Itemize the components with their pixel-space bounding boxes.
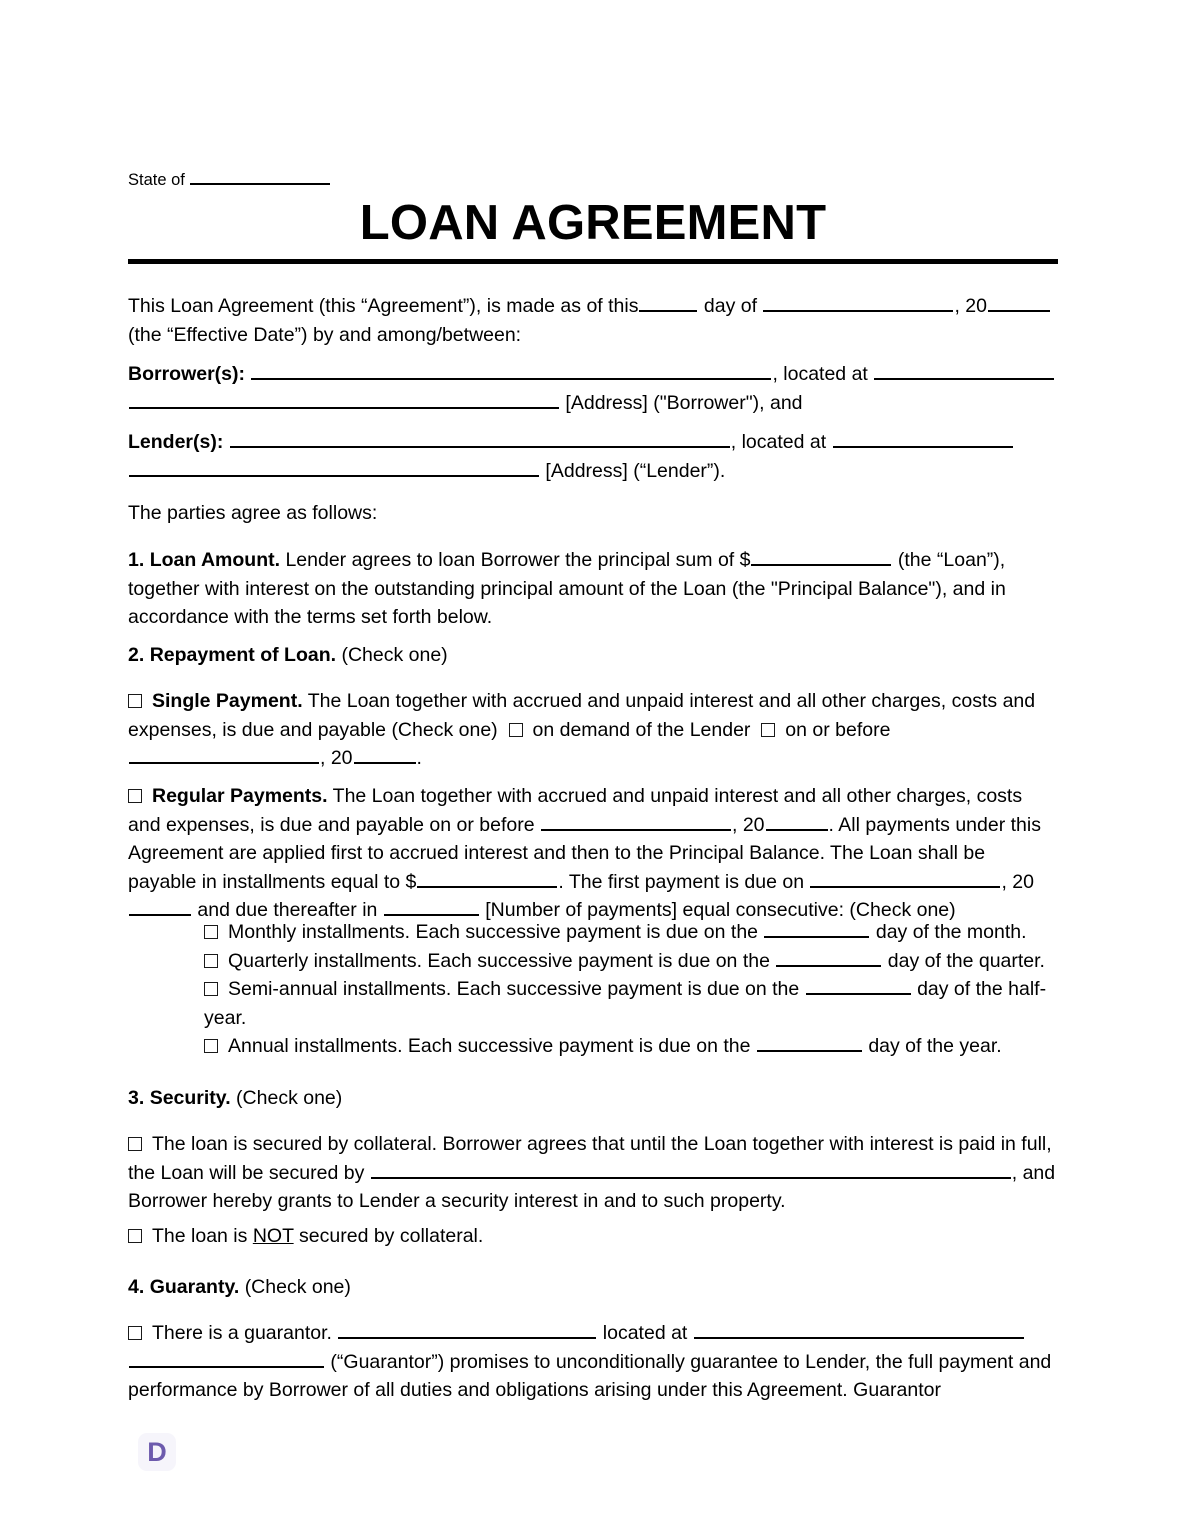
section-1-text-a: Lender agrees to loan Borrower the principal sum of $ xyxy=(285,549,751,571)
intro-year-blank[interactable] xyxy=(988,292,1050,312)
intro-paragraph xyxy=(128,292,1058,349)
state-of-label: State of xyxy=(128,171,185,190)
annual-text-b: day of the year. xyxy=(868,1035,1002,1057)
secured-text-a: The loan is secured by collateral. Borrower agrees that until the Loan together with interest is paid in full, the Loan will be secured by xyxy=(128,1133,1052,1184)
page-title: LOAN AGREEMENT xyxy=(359,196,827,250)
regular-payments-text xyxy=(128,782,1058,925)
option-not-secured xyxy=(128,1222,1058,1251)
first-payment-date-blank[interactable] xyxy=(810,868,1000,888)
annual-text-a: Annual installments. Each successive payment is due on the xyxy=(228,1035,751,1057)
section-1-text xyxy=(128,546,1058,632)
loan-amount-blank[interactable] xyxy=(751,546,891,566)
section-1-heading: Loan Amount. xyxy=(149,549,281,571)
not-secured-checkbox[interactable] xyxy=(128,1229,142,1243)
state-blank[interactable] xyxy=(190,168,330,185)
option-regular-payments xyxy=(128,782,1058,925)
lender-label: Lender(s): xyxy=(128,431,224,453)
single-payment-label: Single Payment. xyxy=(152,690,303,712)
borrower-address-blank-2[interactable] xyxy=(129,389,559,409)
number-of-payments-blank[interactable] xyxy=(384,896,479,916)
guarantor-text-a: There is a guarantor. xyxy=(152,1322,332,1344)
section-4-heading: Guaranty. xyxy=(149,1276,240,1298)
section-2-repayment xyxy=(128,641,1058,670)
single-payment-text-b: , 20 xyxy=(320,747,353,769)
regular-payments-text-d: . The first payment is due on xyxy=(558,870,805,893)
brand-logo xyxy=(138,1433,176,1471)
agree-text: The parties agree as follows: xyxy=(128,502,378,524)
lender-text xyxy=(128,428,1058,485)
secured-collateral-text xyxy=(128,1130,1058,1216)
semi-annual-text-b: day of the half-year. xyxy=(204,978,1047,1029)
borrower-address-tag: [Address] ("Borrower"), and xyxy=(565,391,803,414)
intro-part3: , 20 xyxy=(954,295,987,317)
section-2-check-one: (Check one) xyxy=(341,644,448,666)
borrower-block xyxy=(128,360,1058,417)
section-2-number: 2. xyxy=(128,644,145,666)
borrower-address-blank-1[interactable] xyxy=(874,360,1054,380)
regular-payments-label: Regular Payments. xyxy=(152,785,328,807)
quarterly-text-b: day of the quarter. xyxy=(887,949,1045,972)
regular-payments-text-g: [Number of payments] equal consecutive: (Check one) xyxy=(485,899,956,921)
regular-payments-text-f: and due thereafter in xyxy=(197,899,378,921)
lender-address-blank-2[interactable] xyxy=(129,457,539,477)
regular-payments-text-c: . All payments under this Agreement are applied first to accrued interest and then to the Principal Balance. The Loan shall be payable in installments equal to $ xyxy=(128,813,1041,893)
installment-option-monthly xyxy=(204,918,1058,947)
guarantor-address-blank-1[interactable] xyxy=(694,1319,1024,1339)
secured-by-collateral-checkbox[interactable] xyxy=(128,1137,142,1151)
on-or-before-label: on or before xyxy=(785,718,891,741)
single-payment-text-c: . xyxy=(416,747,422,769)
section-3-heading-line xyxy=(128,1084,1058,1113)
semi-annual-text-a: Semi-annual installments. Each successive payment is due on the xyxy=(228,978,800,1000)
annual-day-blank[interactable] xyxy=(757,1032,862,1052)
installment-amount-blank[interactable] xyxy=(417,868,557,888)
section-4-guaranty xyxy=(128,1273,1058,1302)
collateral-description-blank[interactable] xyxy=(371,1159,1011,1179)
guarantor-name-blank[interactable] xyxy=(338,1319,596,1339)
intro-part2: day of xyxy=(703,295,758,317)
single-payment-date-blank[interactable] xyxy=(129,744,319,764)
borrower-text xyxy=(128,360,1058,417)
installment-option-quarterly xyxy=(204,947,1058,976)
guarantor-text-c: (“Guarantor”) promises to unconditionally guarantee to Lender, the full payment and performance by Borrower of all duties and obligations arising under this Agreement. Guarantor xyxy=(128,1350,1052,1401)
lender-name-blank[interactable] xyxy=(230,428,730,448)
regular-payments-text-b: , 20 xyxy=(731,813,765,836)
agree-line xyxy=(128,499,1058,528)
regular-payments-text-a: The Loan together with accrued and unpaid interest and all other charges, costs and expenses, is due and payable on or before xyxy=(128,785,1023,836)
installment-option-annual xyxy=(204,1032,1058,1061)
borrower-label: Borrower(s): xyxy=(128,363,246,385)
section-1-text-b: (the “Loan”), together with interest on the outstanding principal amount of the Loan (the "Principal Balance"), and in accordance with the terms set forth below. xyxy=(128,549,1006,628)
borrower-name-blank[interactable] xyxy=(251,360,771,380)
regular-due-date-blank[interactable] xyxy=(541,811,731,831)
section-4-number: 4. xyxy=(128,1276,145,1298)
option-single-payment xyxy=(128,687,1058,773)
section-2-heading: Repayment of Loan. xyxy=(149,644,337,666)
first-payment-year-blank[interactable] xyxy=(129,896,191,916)
installment-option-semi-annual xyxy=(204,975,1058,1032)
intro-text xyxy=(128,292,1058,349)
quarterly-installments-checkbox[interactable] xyxy=(204,954,218,968)
not-secured-emphasis: NOT xyxy=(252,1225,294,1247)
intro-month-blank[interactable] xyxy=(763,292,953,312)
intro-part4: (the “Effective Date”) by and among/between: xyxy=(128,323,522,346)
brand-logo-letter: D xyxy=(147,1436,167,1467)
semi-annual-installments-checkbox[interactable] xyxy=(204,982,218,996)
lender-address-blank-1[interactable] xyxy=(833,428,1013,448)
section-2-heading-line xyxy=(128,641,1058,670)
section-1-number: 1. xyxy=(128,549,145,571)
monthly-day-blank[interactable] xyxy=(764,918,869,938)
single-payment-year-blank[interactable] xyxy=(354,744,416,764)
monthly-text-b: day of the month. xyxy=(875,921,1027,943)
option-guarantor xyxy=(128,1319,1058,1405)
intro-part1: This Loan Agreement (this “Agreement”), is made as of this xyxy=(128,295,639,317)
intro-day-blank[interactable] xyxy=(639,292,697,312)
regular-due-year-blank[interactable] xyxy=(766,811,828,831)
lender-block xyxy=(128,428,1058,485)
single-payment-checkbox[interactable] xyxy=(128,694,142,708)
section-3-heading: Security. xyxy=(149,1087,231,1109)
quarterly-day-blank[interactable] xyxy=(776,947,881,967)
single-payment-text-a: The Loan together with accrued and unpaid interest and all other charges, costs and expenses, is due and payable (Check one) xyxy=(128,690,1036,741)
on-or-before-checkbox[interactable] xyxy=(761,723,775,737)
not-secured-text xyxy=(128,1222,1058,1251)
semi-annual-day-blank[interactable] xyxy=(806,975,911,995)
lender-address-tag: [Address] (“Lender”). xyxy=(545,459,726,482)
on-demand-label: on demand of the Lender xyxy=(532,718,751,741)
section-3-security xyxy=(128,1084,1058,1113)
annual-installments-checkbox[interactable] xyxy=(204,1039,218,1053)
guarantor-address-blank-2[interactable] xyxy=(129,1348,324,1368)
on-demand-checkbox[interactable] xyxy=(509,723,523,737)
section-3-check-one: (Check one) xyxy=(236,1087,343,1109)
section-4-check-one: (Check one) xyxy=(244,1276,351,1298)
option-secured-by-collateral xyxy=(128,1130,1058,1216)
guarantor-checkbox[interactable] xyxy=(128,1326,142,1340)
section-4-heading-line xyxy=(128,1273,1058,1302)
guarantor-text xyxy=(128,1319,1058,1405)
section-1-loan-amount xyxy=(128,546,1058,632)
title-divider xyxy=(128,259,1058,264)
secured-text-b: , and Borrower hereby grants to Lender a security interest in and to such property. xyxy=(128,1161,1056,1212)
not-secured-text-a: The loan is xyxy=(152,1225,248,1247)
regular-payments-checkbox[interactable] xyxy=(128,789,142,803)
quarterly-text-a: Quarterly installments. Each successive payment is due on the xyxy=(228,949,770,972)
single-payment-text xyxy=(128,687,1058,773)
guarantor-text-b: located at xyxy=(602,1322,688,1344)
monthly-text-a: Monthly installments. Each successive payment is due on the xyxy=(228,921,759,943)
lender-located-at: , located at xyxy=(730,431,827,453)
installment-options-list xyxy=(204,918,1058,1061)
borrower-located-at: , located at xyxy=(772,363,868,385)
section-3-number: 3. xyxy=(128,1087,145,1109)
state-of-line xyxy=(128,168,331,190)
not-secured-text-b: secured by collateral. xyxy=(299,1225,484,1247)
monthly-installments-checkbox[interactable] xyxy=(204,925,218,939)
regular-payments-text-e: , 20 xyxy=(1001,870,1034,893)
